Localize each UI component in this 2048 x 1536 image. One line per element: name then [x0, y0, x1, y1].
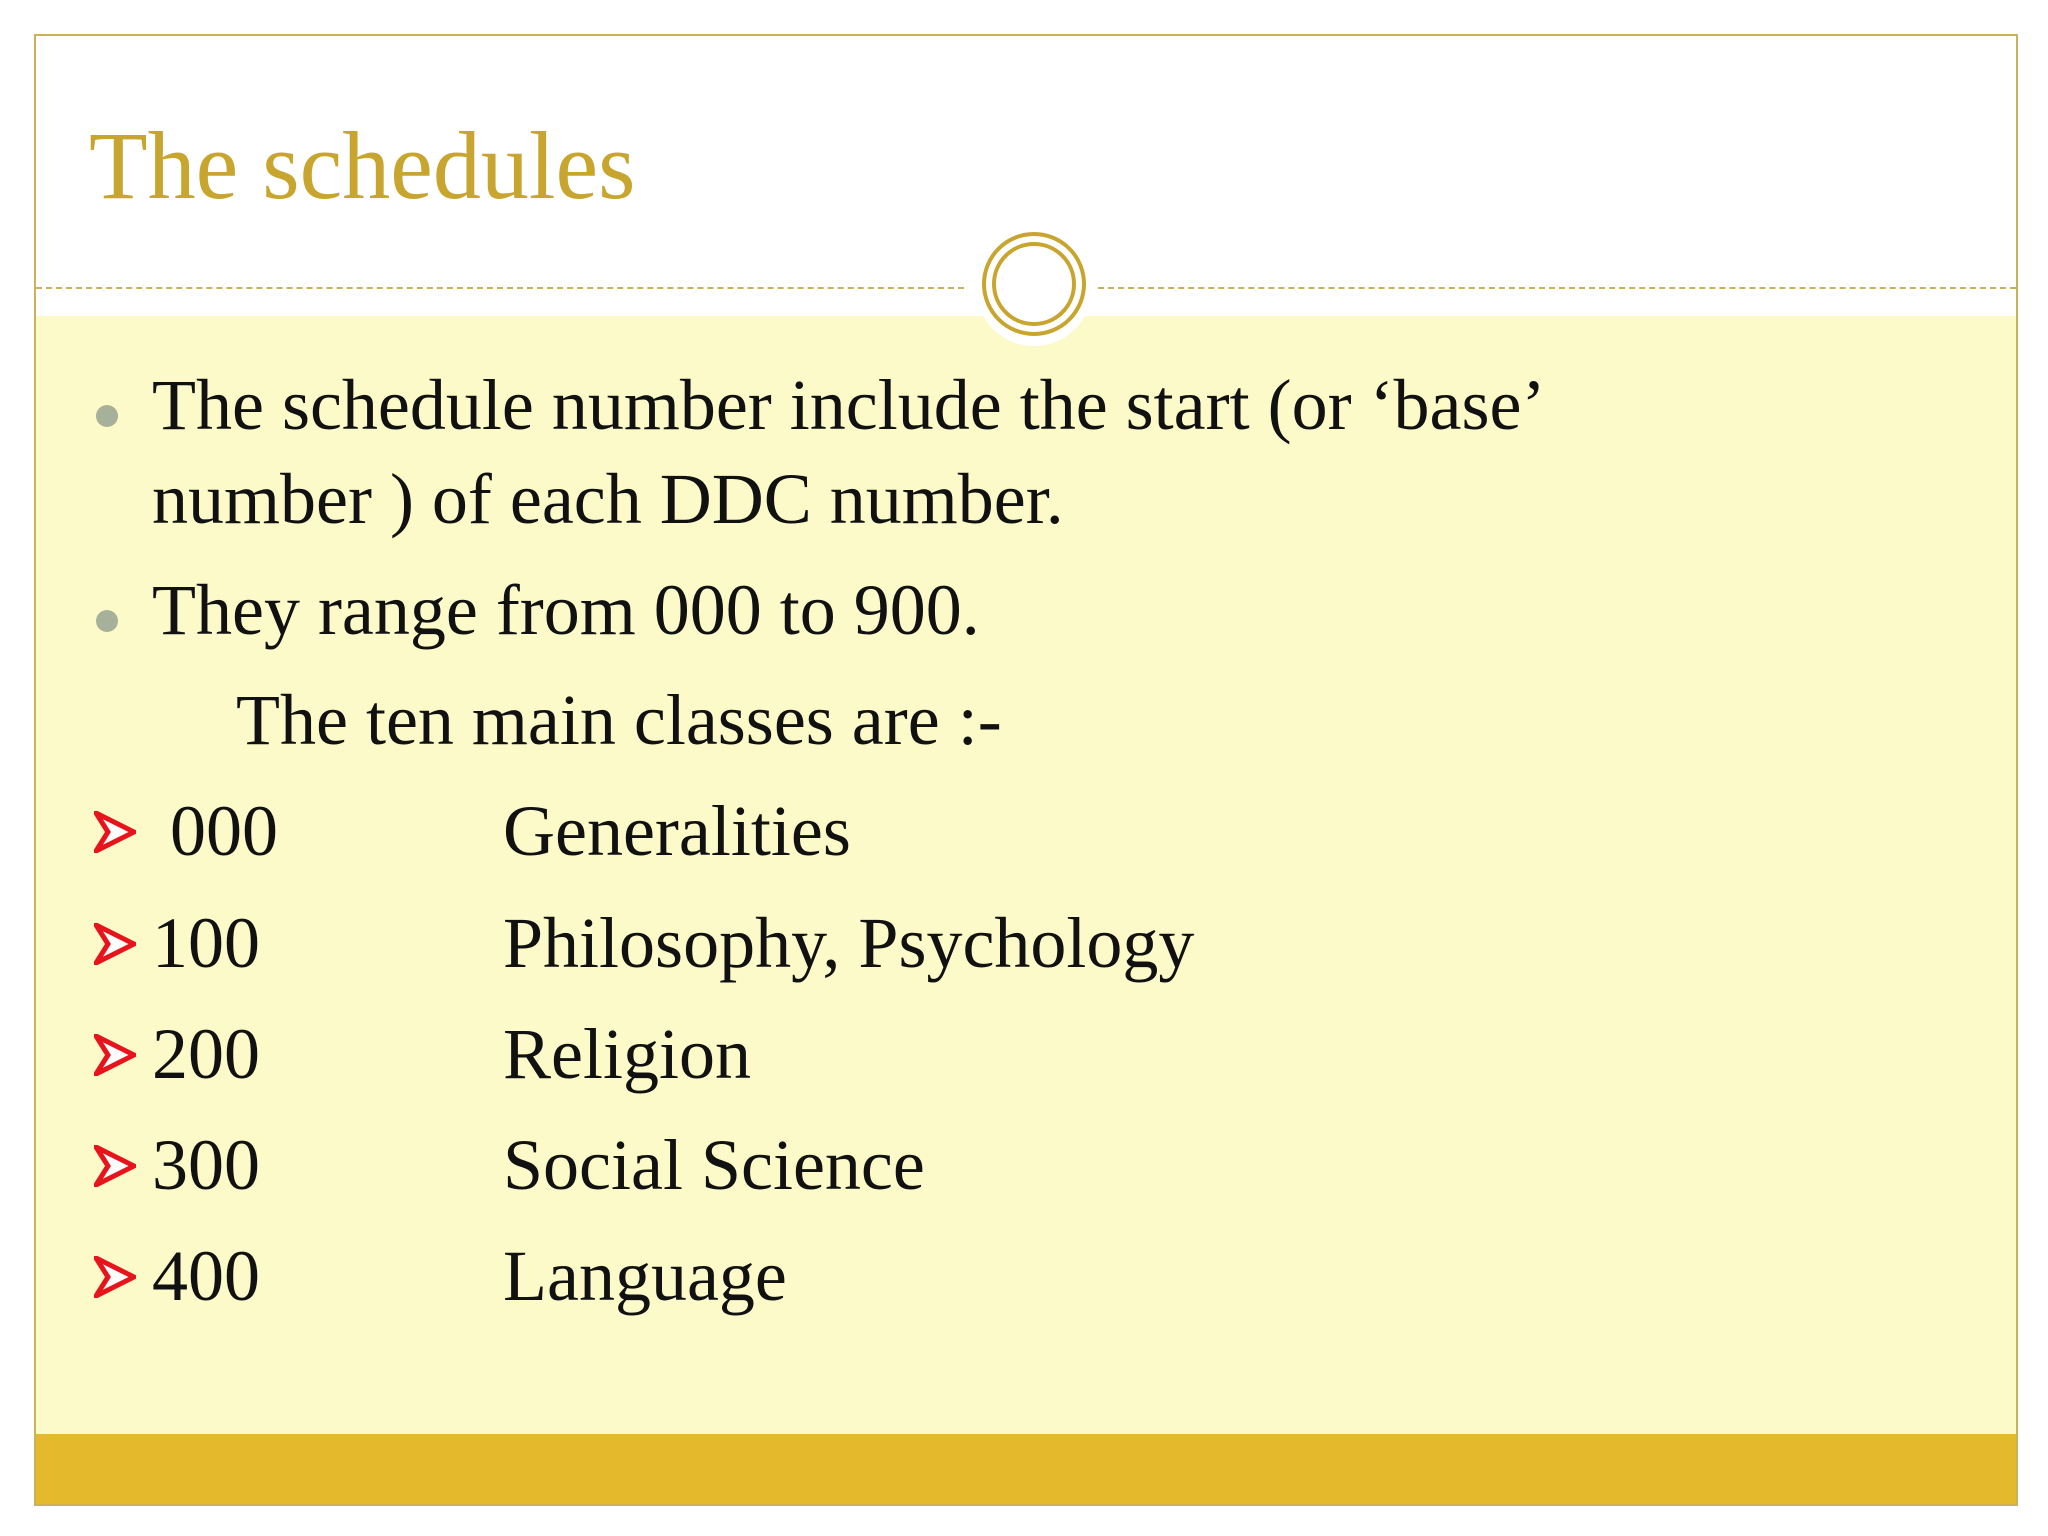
class-name: Philosophy, Psychology [503, 903, 1195, 983]
class-number: 300 [152, 1125, 260, 1205]
slide-title: The schedules [89, 112, 636, 219]
class-number: 200 [152, 1014, 260, 1094]
bullet-1-line-2: number ) of each DDC number. [152, 459, 1064, 539]
bullet-2-line-1: They range from 000 to 900. [152, 570, 980, 650]
red-arrowhead-icon [94, 811, 136, 853]
slide [34, 34, 2018, 1506]
class-number: 000 [152, 791, 278, 871]
double-ring-inner-icon [992, 242, 1076, 326]
header-divider-left [36, 287, 964, 289]
footer-bar [36, 1434, 2016, 1504]
header-divider-right [1098, 287, 2016, 289]
class-name: Generalities [503, 791, 851, 871]
class-number: 400 [152, 1236, 260, 1316]
round-bullet-icon [96, 610, 118, 632]
class-name: Religion [503, 1014, 751, 1094]
red-arrowhead-icon [94, 1256, 136, 1298]
red-arrowhead-icon [94, 1145, 136, 1187]
class-name: Social Science [503, 1125, 925, 1205]
classes-subheading: The ten main classes are :- [236, 680, 1002, 760]
red-arrowhead-icon [94, 923, 136, 965]
red-arrowhead-icon [94, 1034, 136, 1076]
class-name: Language [503, 1236, 787, 1316]
bullet-1-line-1: The schedule number include the start (or ‘base’ [152, 365, 1546, 445]
round-bullet-icon [96, 405, 118, 427]
class-number: 100 [152, 903, 260, 983]
